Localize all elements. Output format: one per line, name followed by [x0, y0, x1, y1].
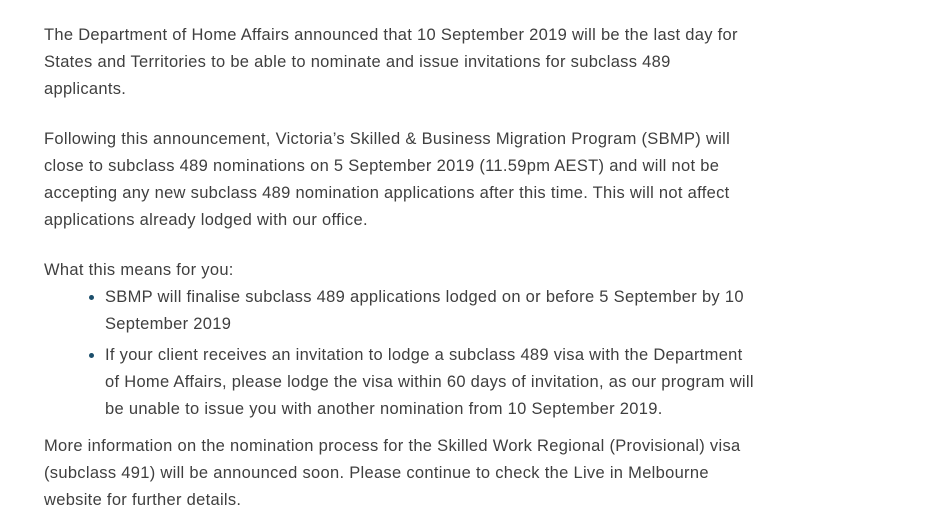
paragraph-closure-details [44, 126, 931, 234]
text-line: If your client receives an invitation to lodge a subclass 489 visa with the Department [105, 346, 743, 364]
text-line: (subclass 491) will be announced soon. Please continue to check the Live in Melbourne [44, 464, 709, 482]
text-line: The Department of Home Affairs announced that 10 September 2019 will be the last day for [44, 26, 738, 44]
text-line: accepting any new subclass 489 nomination applications after this time. This will not affect [44, 184, 730, 202]
list-item-text [105, 342, 931, 423]
bullet-dot-icon [89, 353, 94, 358]
text-line: applications already lodged with our office. [44, 211, 368, 229]
text-line: close to subclass 489 nominations on 5 September 2019 (11.59pm AEST) and will not be [44, 157, 720, 175]
list-item [44, 284, 931, 338]
text-line: of Home Affairs, please lodge the visa within 60 days of invitation, as our program will [105, 373, 754, 391]
text-line: applicants. [44, 80, 127, 98]
text-line: be unable to issue you with another nomination from 10 September 2019. [105, 400, 663, 418]
text-line: Following this announcement, Victoria’s Skilled & Business Migration Program (SBMP) will [44, 130, 731, 148]
paragraph-more-information [44, 433, 931, 514]
text-line: States and Territories to be able to nominate and issue invitations for subclass 489 [44, 53, 671, 71]
list-item-text [105, 284, 931, 338]
bullet-list [44, 284, 931, 423]
text-line: website for further details. [44, 491, 242, 509]
text-line: More information on the nomination process for the Skilled Work Regional (Provisional) visa [44, 437, 741, 455]
paragraph-announcement [44, 22, 931, 103]
text-line: SBMP will finalise subclass 489 applications lodged on or before 5 September by 10 [105, 288, 744, 306]
bullet-dot-icon [89, 295, 94, 300]
list-item [44, 342, 931, 423]
text-line: September 2019 [105, 315, 232, 333]
list-intro [44, 257, 931, 284]
text-line: What this means for you: [44, 261, 234, 279]
